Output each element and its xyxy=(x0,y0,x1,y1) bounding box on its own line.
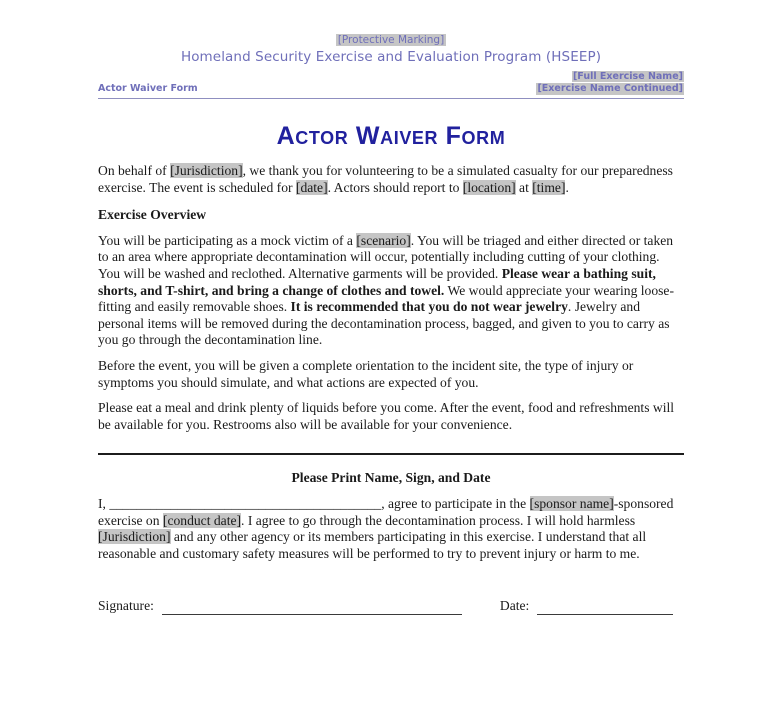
text-segment: . I agree to go through the decontamination process. I will hold harmless xyxy=(241,512,636,528)
protective-marking: [Protective Marking] xyxy=(337,34,445,46)
full-exercise-name-line xyxy=(98,71,684,83)
placeholder-field: [date] xyxy=(295,179,328,195)
text-segment: at xyxy=(515,179,533,195)
text-segment: It is recommended that you do not wear jewelry xyxy=(290,299,568,315)
text-segment: You will be participating as a mock victim of a xyxy=(98,232,357,248)
exercise-name-continued: [Exercise Name Continued] xyxy=(537,83,683,94)
document-body xyxy=(98,163,684,615)
signature-row xyxy=(98,598,684,615)
agreement-paragraph xyxy=(98,496,684,562)
form-name: Actor Waiver Form xyxy=(98,83,198,94)
orientation-paragraph xyxy=(98,358,684,391)
placeholder-field: [sponsor name] xyxy=(529,495,614,511)
sign-section-heading: Please Print Name, Sign, and Date xyxy=(291,470,491,486)
program-title: Homeland Security Exercise and Evaluation Program (HSEEP) xyxy=(180,49,602,65)
text-segment: . You will be triaged and either directed or taken to an area where appropriate decontamination will occur, potentially including cutting of your clothing. You will be washed and reclothed. Alternative garments will be provided. xyxy=(98,232,674,281)
date-line xyxy=(537,599,673,615)
refreshments-paragraph xyxy=(98,400,684,433)
section-divider xyxy=(98,453,684,455)
text-segment: . Actors should report to xyxy=(327,179,463,195)
text-segment: Please eat a meal and drink plenty of liquids before you come. After the event, food and refreshments will be available for you. Restrooms also will be available for your convenience. xyxy=(98,400,675,432)
document-content xyxy=(98,34,684,615)
header-rule-row xyxy=(98,83,684,99)
text-segment: -sponsored exercise on xyxy=(98,495,674,528)
text-segment: I, xyxy=(98,495,110,511)
text-segment: ________________________________________ xyxy=(109,495,382,511)
placeholder-field: [scenario] xyxy=(356,232,411,248)
placeholder-field: [time] xyxy=(532,179,566,195)
full-exercise-name: [Full Exercise Name] xyxy=(572,71,683,82)
page-title: Actor Waiver Form xyxy=(276,122,506,150)
text-segment: We would appreciate your wearing loose-fitting and easily removable shoes. xyxy=(98,282,674,315)
document-header xyxy=(98,34,684,99)
placeholder-field: [location] xyxy=(462,179,516,195)
text-segment: . xyxy=(565,179,569,195)
protective-marking-line xyxy=(98,34,684,47)
signature-label: Signature: xyxy=(98,598,154,614)
date-label: Date: xyxy=(499,598,530,614)
text-segment: Please wear a bathing suit, shorts, and T-shirt, and bring a change of clothes and towel. xyxy=(98,265,656,298)
overview-paragraph xyxy=(98,233,684,349)
signature-line xyxy=(162,599,462,615)
placeholder-field: [Jurisdiction] xyxy=(98,529,171,545)
text-segment: and any other agency or its members participating in this exercise. I understand that all reasonable and customary safety measures will be performed to try to prevent injury or harm to me. xyxy=(98,529,647,561)
text-segment: Before the event, you will be given a complete orientation to the incident site, the type of injury or symptoms you should simulate, and what actions are expected of you. xyxy=(98,357,634,390)
section-heading-exercise-overview: Exercise Overview xyxy=(98,207,207,223)
placeholder-field: [conduct date] xyxy=(162,512,242,528)
text-segment: , agree to participate in the xyxy=(381,495,530,511)
text-segment: On behalf of xyxy=(98,163,171,178)
text-segment: . Jewelry and personal items will be removed during the decontamination process, bagged, and given to you to carry as you go through the decontamination line. xyxy=(98,299,670,348)
placeholder-field: [Jurisdiction] xyxy=(170,163,243,178)
text-segment: , we thank you for volunteering to be a simulated casualty for our preparedness exercise. The event is scheduled for xyxy=(98,163,673,195)
intro-paragraph xyxy=(98,163,684,196)
